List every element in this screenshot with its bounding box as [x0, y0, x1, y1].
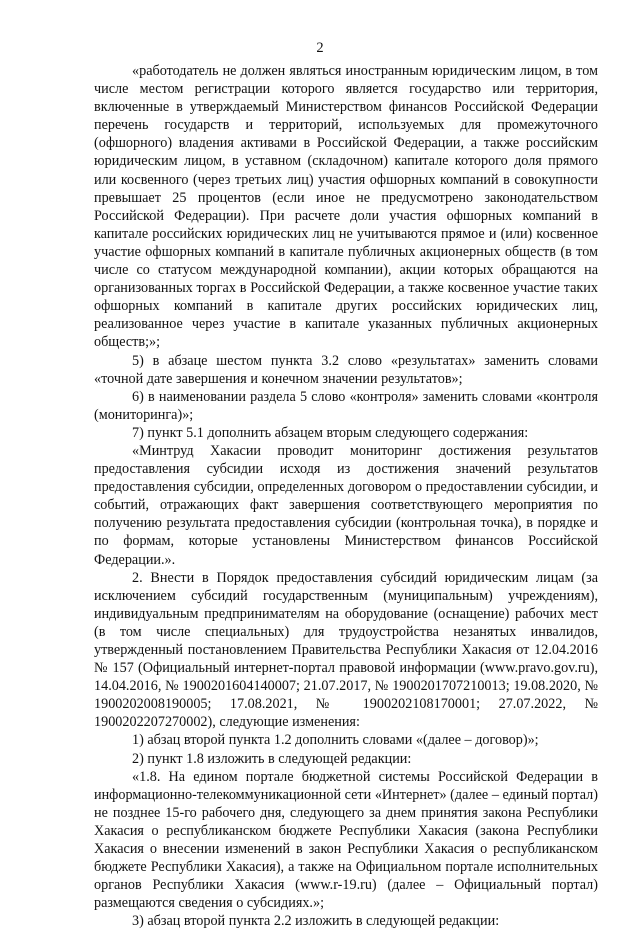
paragraph-clause-1-8: «1.8. На едином портале бюджетной системы Российской Федерации в информационно-телекоммуникационной сети «Интернет» (далее – единый портал) не позднее 15-го рабочего дня, следующего за днем принятия закона Республики Хакасия о республиканском бюджете Республики Хакасия (закона Республики Хакасия о внесении изменений в закон Республики Хакасия о республиканском бюджете Республики Хакасия), а также на Официальном портале исполнительных органов Республики Хакасия (www.r-19.ru) (далее – Официальный портал) размещаются сведения о субсидиях.»; — [94, 768, 598, 912]
paragraph-item-7: 7) пункт 5.1 дополнить абзацем вторым следующего содержания: — [132, 424, 529, 441]
paragraph-subitem-1: 1) абзац второй пункта 1.2 дополнить словами «(далее – договор)»; — [132, 732, 539, 749]
paragraph-monitoring-text: «Минтруд Хакасии проводит мониторинг достижения результатов предоставления субсидии исходя из достижения значений результатов предоставления субсидии, определенных договором о предоставлении субсидии, и событий, отражающих факт завершения соответствующего мероприятия по получению результата предоставления субсидии (контрольная точка), в порядке и по формам, которые установлены Министерством финансов Российской Федерации.». — [94, 442, 598, 568]
paragraph-subitem-3: 3) абзац второй пункта 2.2 изложить в следующей редакции: — [132, 913, 500, 930]
page-number: 2 — [316, 40, 324, 56]
paragraph-section-2: 2. Внести в Порядок предоставления субсидий юридическим лицам (за исключением субсидий государственным (муниципальным) учреждениям), индивидуальным предпринимателям на оборудование (оснащение) рабочих мест (в том числе специальных) для трудоустройства незанятых инвалидов, утвержденный постановлением Правительства Республики Хакасия от 12.04.2016 № 157 (Официальный интернет-портал правовой информации (www.pravo.gov.ru), 14.04.2016, № 1900201604140007; 21.07.2017, № 1900201707210013; 19.08.2020, № 1900202008190005; 17.08.2021, № 1900202108170001; 27.07.2022, № 1900202207270002), следующие изменения: — [94, 569, 598, 731]
paragraph-item-5: 5) в абзаце шестом пункта 3.2 слово «результатах» заменить словами «точной дате завершения и конечном значении результатов»; — [94, 352, 598, 387]
paragraph-item-6: 6) в наименовании раздела 5 слово «контроля» заменить словами «контроля (мониторинга)»; — [94, 388, 598, 423]
paragraph-employer-requirement: «работодатель не должен являться иностранным юридическим лицом, в том числе местом регистрации которого является государство или территория, включенные в утверждаемый Министерством финансов Российской Федерации перечень государств и территорий, используемых для промежуточного (офшорного) владения активами в Российской Федерации, а также российским юридическим лицом, в уставном (складочном) капитале которого доля прямого или косвенного (через третьих лиц) участия офшорных компаний в совокупности превышает 25 процентов (если иное не предусмотрено законодательством Российской Федерации). При расчете доли участия офшорных компаний в капитале российских юридических лиц не учитываются прямое и (или) косвенное участие офшорных компаний в капитале публичных акционерных обществ (в том числе со статусом международной компании), акции которых обращаются на организованных торгах в Российской Федерации, а также косвенное участие таких офшорных компаний в капитале других российских юридических лиц, реализованное через участие в капитале указанных публичных акционерных обществ;»; — [94, 63, 598, 351]
document-body — [94, 62, 598, 931]
paragraph-subitem-2: 2) пункт 1.8 изложить в следующей редакции: — [132, 750, 412, 767]
